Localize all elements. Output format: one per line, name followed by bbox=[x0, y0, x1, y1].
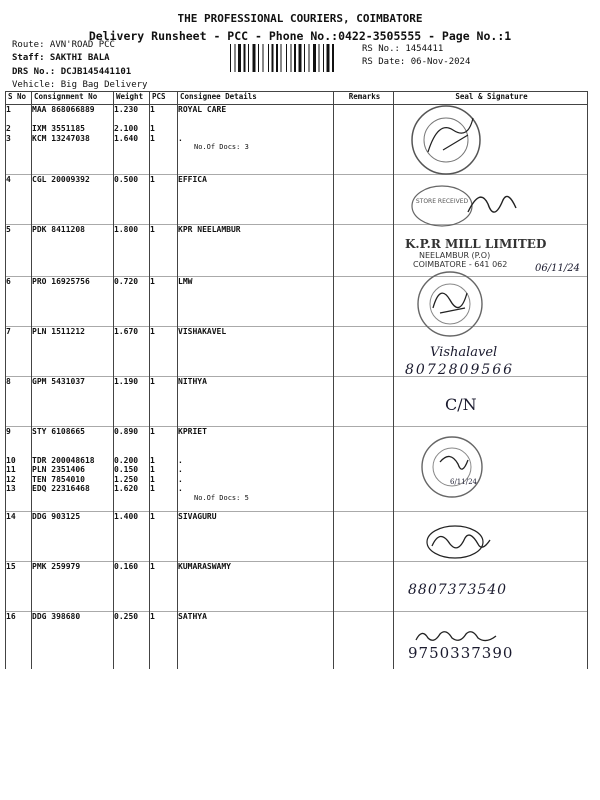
table-row bbox=[6, 512, 588, 562]
row-consignment-no-line: STY 6108665 bbox=[32, 427, 85, 436]
row-pcs-line: 1 bbox=[150, 133, 155, 143]
row-weight-line bbox=[114, 115, 149, 125]
row-consignment-no-line: EDQ 22316468 bbox=[32, 484, 90, 493]
no-of-docs: No.Of Docs: 3 bbox=[194, 143, 249, 151]
hospital-seal-stamp bbox=[398, 100, 498, 180]
row-consignee-line bbox=[178, 124, 333, 134]
row-consignment-no bbox=[32, 512, 114, 562]
effica-store-stamp bbox=[408, 182, 528, 230]
row-remarks bbox=[334, 427, 394, 512]
row-weight-line: 0.150 bbox=[114, 465, 139, 474]
row-sno-line: 3 bbox=[6, 133, 11, 143]
row-pcs bbox=[150, 562, 178, 612]
row-pcs-line: 1 bbox=[150, 277, 155, 286]
row-consignment-no-line: PMK 259979 bbox=[32, 562, 81, 571]
row-pcs-line: 1 bbox=[150, 105, 155, 114]
row-weight bbox=[114, 512, 150, 562]
row-consignment-no-line: DDG 398680 bbox=[32, 612, 81, 621]
col-sno: S No bbox=[6, 92, 32, 105]
row-sno-line: 6 bbox=[6, 277, 11, 286]
row-weight bbox=[114, 612, 150, 669]
row-sno bbox=[6, 377, 32, 427]
row-pcs-line: 1 bbox=[150, 455, 155, 465]
svg-text:STORE RECEIVED: STORE RECEIVED bbox=[415, 198, 469, 205]
row-consignee-line: . bbox=[178, 455, 183, 465]
sathya-phone: 9750337390 bbox=[408, 644, 514, 662]
row-weight bbox=[114, 427, 150, 512]
row-consignment-no-line: DDG 903125 bbox=[32, 512, 81, 521]
table-row bbox=[6, 427, 588, 512]
row-pcs-line: 1 bbox=[150, 465, 155, 474]
row-weight-line: 1.620 bbox=[114, 484, 139, 493]
row-consignee-line bbox=[178, 115, 333, 125]
row-weight bbox=[114, 175, 150, 225]
sivaguru-signature bbox=[420, 518, 500, 566]
row-consignment-no-line: IXM 3551185 bbox=[32, 124, 85, 133]
row-sno bbox=[6, 277, 32, 327]
row-sno-line: 9 bbox=[6, 427, 11, 436]
row-pcs-line: 1 bbox=[150, 225, 155, 234]
staff-label: Staff: SAKTHI BALA bbox=[12, 53, 110, 63]
row-remarks bbox=[334, 612, 394, 669]
row-remarks bbox=[334, 225, 394, 277]
nithya-note: C/N bbox=[445, 395, 477, 414]
row-sno-line: 14 bbox=[6, 512, 16, 521]
rs-number: RS No.: 1454411 bbox=[362, 44, 444, 54]
row-consignee-line: VISHAKAVEL bbox=[178, 327, 227, 336]
row-pcs-line: 1 bbox=[150, 377, 155, 386]
row-pcs-line: 1 bbox=[150, 427, 155, 436]
table-row bbox=[6, 105, 588, 175]
company-title: THE PROFESSIONAL COURIERS, COIMBATORE bbox=[177, 12, 423, 25]
row-consignment-no-line: PRO 16925756 bbox=[32, 277, 90, 286]
col-consignment: Consignment No bbox=[32, 92, 114, 105]
row-remarks bbox=[334, 377, 394, 427]
row-consignment-no-line bbox=[32, 446, 113, 456]
row-consignment-no bbox=[32, 562, 114, 612]
table-header-row bbox=[6, 92, 588, 105]
row-sno-line: 16 bbox=[6, 612, 16, 621]
route-label: Route: AVN'ROAD PCC bbox=[12, 40, 115, 50]
row-weight-line: 1.800 bbox=[114, 225, 139, 234]
row-sno bbox=[6, 175, 32, 225]
row-sno bbox=[6, 512, 32, 562]
row-pcs-line bbox=[150, 446, 177, 456]
row-sno-line: 13 bbox=[6, 484, 16, 493]
row-weight-line: 1.190 bbox=[114, 377, 139, 386]
row-consignee-line: SATHYA bbox=[178, 612, 207, 621]
barcode bbox=[230, 44, 354, 72]
kpr-signature-date: 06/11/24 bbox=[535, 263, 580, 274]
row-consignee-line: . bbox=[178, 465, 183, 474]
row-consignee bbox=[178, 175, 334, 225]
row-sno-line bbox=[6, 115, 31, 125]
row-pcs bbox=[150, 377, 178, 427]
row-sno-line: 11 bbox=[6, 465, 16, 474]
row-consignee-line: ROYAL CARE bbox=[178, 105, 227, 114]
row-consignment-no-line: TEN 7854010 bbox=[32, 474, 85, 484]
drs-number: DRS No.: DCJB145441101 bbox=[12, 67, 132, 77]
row-pcs-line: 1 bbox=[150, 474, 155, 484]
row-consignment-no-line bbox=[32, 437, 113, 447]
row-consignee bbox=[178, 427, 334, 512]
row-consignee bbox=[178, 512, 334, 562]
row-consignment-no bbox=[32, 225, 114, 277]
row-remarks bbox=[334, 327, 394, 377]
row-consignee-line: NITHYA bbox=[178, 377, 207, 386]
row-weight-line: 1.250 bbox=[114, 474, 139, 484]
row-sno-line: 12 bbox=[6, 474, 16, 484]
row-remarks bbox=[334, 105, 394, 175]
kpr-stamp-addr1: NEELAMBUR (P.O) bbox=[419, 251, 491, 260]
row-consignment-no-line: PLN 2351406 bbox=[32, 465, 85, 474]
row-consignee-line: LMW bbox=[178, 277, 193, 286]
row-consignment-no-line: PLN 1511212 bbox=[32, 327, 85, 336]
row-consignee-line: . bbox=[178, 484, 183, 493]
row-remarks bbox=[334, 175, 394, 225]
col-remarks: Remarks bbox=[334, 92, 394, 105]
row-consignee-line: SIVAGURU bbox=[178, 512, 217, 521]
vishakavel-signature: Vishalavel bbox=[430, 345, 498, 360]
row-pcs-line: 1 bbox=[150, 562, 155, 571]
sathya-tamil-signature bbox=[412, 626, 502, 646]
row-weight bbox=[114, 377, 150, 427]
row-pcs bbox=[150, 612, 178, 669]
kpr-stamp-addr2: COIMBATORE - 641 062 bbox=[413, 260, 508, 269]
row-consignee bbox=[178, 327, 334, 377]
row-pcs bbox=[150, 327, 178, 377]
kpriet-seal-stamp bbox=[410, 432, 500, 502]
row-sno bbox=[6, 327, 32, 377]
row-consignee-line: EFFICA bbox=[178, 175, 207, 184]
row-pcs-line bbox=[150, 115, 177, 125]
row-weight-line bbox=[114, 437, 149, 447]
vishakavel-phone: 8072809566 bbox=[405, 362, 515, 378]
row-sno bbox=[6, 612, 32, 669]
row-weight bbox=[114, 225, 150, 277]
kumaraswamy-phone: 8807373540 bbox=[408, 582, 508, 598]
row-sno bbox=[6, 562, 32, 612]
row-consignment-no bbox=[32, 175, 114, 225]
rs-date: RS Date: 06-Nov-2024 bbox=[362, 57, 471, 67]
row-pcs bbox=[150, 427, 178, 512]
row-sno-line: 1 bbox=[6, 105, 11, 114]
row-weight-line: 1.230 bbox=[114, 105, 139, 114]
row-sno-line bbox=[6, 437, 31, 447]
row-pcs bbox=[150, 277, 178, 327]
row-consignment-no-line: MAA 868066889 bbox=[32, 105, 95, 114]
row-consignee-line: . bbox=[178, 474, 183, 484]
row-remarks bbox=[334, 277, 394, 327]
row-consignment-no bbox=[32, 105, 114, 175]
row-weight-line: 0.890 bbox=[114, 427, 139, 436]
runsheet-subtitle: Delivery Runsheet - PCC - Phone No.:0422-3505555 - Page No.:1 bbox=[88, 29, 512, 43]
row-consignment-no bbox=[32, 327, 114, 377]
row-pcs-line: 1 bbox=[150, 484, 155, 493]
col-consignee: Consignee Details bbox=[178, 92, 334, 105]
row-pcs bbox=[150, 512, 178, 562]
row-weight-line bbox=[114, 446, 149, 456]
row-weight-line: 0.720 bbox=[114, 277, 139, 286]
row-sno-line: 4 bbox=[6, 175, 11, 184]
row-consignee bbox=[178, 225, 334, 277]
row-consignment-no-line: GPM 5431037 bbox=[32, 377, 85, 386]
col-weight: Weight bbox=[114, 92, 150, 105]
row-sno bbox=[6, 105, 32, 175]
row-consignment-no-line bbox=[32, 115, 113, 125]
no-of-docs: No.Of Docs: 5 bbox=[194, 493, 249, 502]
row-remarks bbox=[334, 512, 394, 562]
row-sno bbox=[6, 225, 32, 277]
row-weight bbox=[114, 277, 150, 327]
lmw-seal-stamp bbox=[405, 268, 505, 340]
row-pcs-line: 1 bbox=[150, 612, 155, 621]
row-consignee-line: KUMARASWAMY bbox=[178, 562, 231, 571]
row-consignee-line: . bbox=[178, 133, 183, 143]
row-consignee-line bbox=[178, 446, 333, 456]
row-consignment-no-line: CGL 20009392 bbox=[32, 175, 90, 184]
row-weight-line: 0.250 bbox=[114, 612, 139, 621]
row-consignee bbox=[178, 277, 334, 327]
col-pcs: PCS bbox=[150, 92, 178, 105]
row-consignment-no bbox=[32, 277, 114, 327]
row-consignee-line: KPR NEELAMBUR bbox=[178, 225, 241, 234]
row-sno-line: 15 bbox=[6, 562, 16, 571]
col-seal-signature: Seal & Signature bbox=[394, 92, 588, 105]
row-pcs-line: 1 bbox=[150, 327, 155, 336]
row-pcs-line: 1 bbox=[150, 175, 155, 184]
row-seal-signature bbox=[394, 377, 588, 427]
row-weight-line: 2.100 bbox=[114, 124, 139, 133]
table-row bbox=[6, 377, 588, 427]
row-consignee-line bbox=[178, 437, 333, 447]
row-sno bbox=[6, 427, 32, 512]
row-consignee bbox=[178, 377, 334, 427]
row-consignee bbox=[178, 612, 334, 669]
kpriet-date: 6/11/24 bbox=[450, 478, 477, 486]
row-pcs bbox=[150, 105, 178, 175]
row-consignment-no-line: KCM 13247038 bbox=[32, 133, 90, 143]
vehicle-label: Vehicle: Big Bag Delivery bbox=[12, 80, 148, 90]
row-sno-line: 7 bbox=[6, 327, 11, 336]
row-pcs bbox=[150, 225, 178, 277]
row-consignment-no bbox=[32, 612, 114, 669]
row-weight bbox=[114, 562, 150, 612]
row-weight-line: 1.670 bbox=[114, 327, 139, 336]
row-weight-line: 0.500 bbox=[114, 175, 139, 184]
row-weight-line: 0.160 bbox=[114, 562, 139, 571]
row-sno-line: 8 bbox=[6, 377, 11, 386]
row-pcs-line: 1 bbox=[150, 512, 155, 521]
row-consignment-no-line: TDR 200048618 bbox=[32, 455, 95, 465]
row-weight-line: 1.400 bbox=[114, 512, 139, 521]
row-consignee bbox=[178, 105, 334, 175]
row-sno-line: 10 bbox=[6, 455, 16, 465]
kpr-stamp-name: K.P.R MILL LIMITED bbox=[405, 237, 547, 251]
row-consignment-no bbox=[32, 427, 114, 512]
row-weight bbox=[114, 105, 150, 175]
row-sno-line: 5 bbox=[6, 225, 11, 234]
row-consignment-no bbox=[32, 377, 114, 427]
row-pcs-line: 1 bbox=[150, 124, 155, 133]
row-consignee bbox=[178, 562, 334, 612]
row-weight-line: 1.640 bbox=[114, 133, 139, 143]
row-pcs bbox=[150, 175, 178, 225]
row-consignee-line: KPRIET bbox=[178, 427, 207, 436]
row-weight bbox=[114, 327, 150, 377]
row-remarks bbox=[334, 562, 394, 612]
row-sno-line bbox=[6, 446, 31, 456]
row-pcs-line bbox=[150, 437, 177, 447]
row-consignment-no-line: PDK 8411208 bbox=[32, 225, 85, 234]
row-sno-line: 2 bbox=[6, 124, 11, 133]
row-weight-line: 0.200 bbox=[114, 455, 139, 465]
